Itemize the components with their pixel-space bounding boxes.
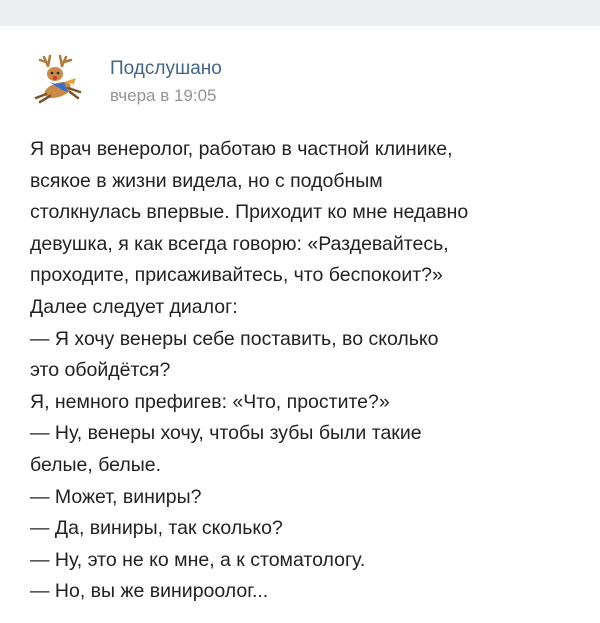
post-card	[0, 26, 600, 623]
text-line: — Ну, венеры хочу, чтобы зубы были такие	[30, 422, 422, 445]
text-line: всякое в жизни видела, но с подобным	[30, 169, 383, 192]
text-line: Я врач венеролог, работаю в частной клинике,	[30, 138, 453, 160]
text-line: — Может, виниры?	[30, 485, 202, 508]
text-line: — Но, вы же винироолог...	[30, 580, 269, 603]
top-strip	[0, 0, 600, 26]
text-line: — Я хочу венеры себе поставить, во сколько	[30, 327, 439, 350]
text-line: Я, немного префигев: «Что, простите?»	[30, 390, 390, 413]
author-name[interactable]: Подслушано	[110, 58, 222, 79]
text-line: — Ну, это не ко мне, а к стоматологу.	[30, 548, 366, 571]
post-header	[28, 52, 222, 112]
text-line: девушка, я как всегда говорю: «Раздевайтесь,	[30, 232, 449, 255]
post-meta	[110, 57, 222, 107]
post-time[interactable]: вчера в 19:05	[110, 86, 217, 105]
text-line: Далее следует диалог:	[30, 295, 238, 318]
text-line: — Да, виниры, так сколько?	[30, 517, 283, 540]
reindeer-avatar-icon[interactable]	[28, 52, 88, 112]
post-text	[30, 134, 590, 608]
text-line: столкнулась впервые. Приходит ко мне недавно	[30, 201, 469, 224]
text-line: белые, белые.	[30, 453, 162, 476]
avatar-drawing	[28, 52, 88, 112]
text-line: это обойдётся?	[30, 359, 171, 382]
text-line: проходите, присаживайтесь, что беспокоит?»	[30, 264, 443, 287]
